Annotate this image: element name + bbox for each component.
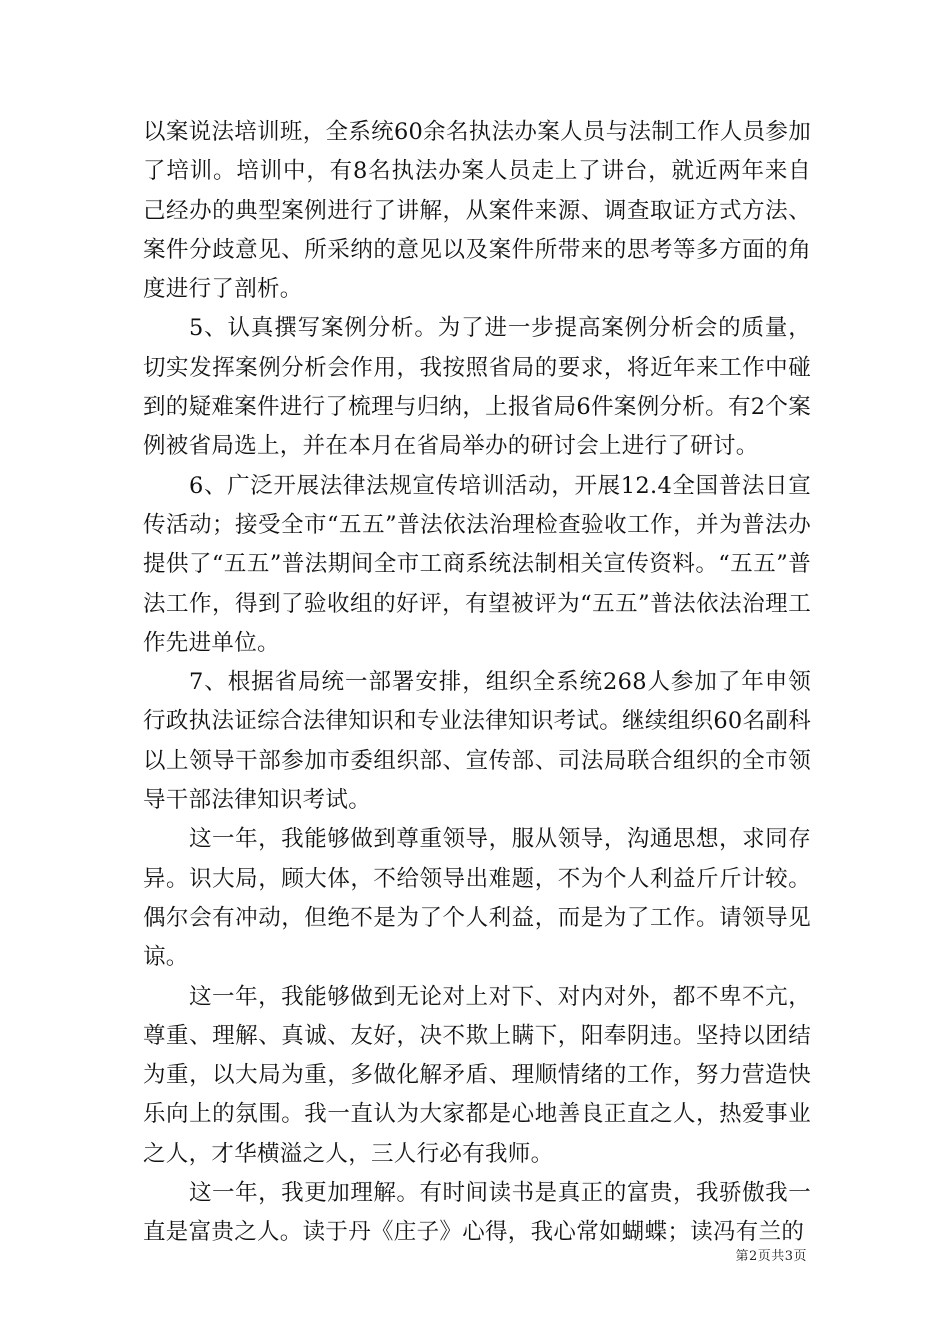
paragraph-item-7: 7、根据省局统一部署安排，组织全系统268人参加了年申领行政执法证综合法律知识和专业法律知识考试。继续组织60名副科以上领导干部参加市委组织部、宣传部、司法局联合组织的全市领导干部法律知识考试。 [143, 669, 811, 814]
paragraph-item-6: 6、广泛开展法律法规宣传培训活动，开展12.4全国普法日宣传活动；接受全市“五五”普法依法治理检查验收工作，并为普法办提供了“五五”普法期间全市工商系统法制相关宣传资料。“五五”普法工作，得到了验收组的好评，有望被评为“五五”普法依法治理工作先进单位。 [143, 472, 811, 656]
paragraph-case-training: 以案说法培训班，全系统60余名执法办案人员与法制工作人员参加了培训。培训中，有8名执法办案人员走上了讲台，就近两年来自己经办的典型案例进行了讲解，从案件来源、调查取证方式方法、案件分歧意见、所采纳的意见以及案件所带来的思考等多方面的角度进行了剖析。 [143, 119, 811, 303]
paragraph-respect-leaders: 这一年，我能够做到尊重领导，服从领导，沟通思想，求同存异。识大局，顾大体，不给领导出难题，不为个人利益斤斤计较。偶尔会有冲动，但绝不是为了个人利益，而是为了工作。请领导见谅。 [143, 826, 811, 971]
paragraph-colleagues: 这一年，我能够做到无论对上对下、对内对外，都不卑不亢，尊重、理解、真诚、友好，决不欺上瞒下，阳奉阴违。坚持以团结为重，以大局为重，多做化解矛盾、理顺情绪的工作，努力营造快乐向上的氛围。我一直认为大家都是心地善良正直之人，热爱事业之人，才华横溢之人，三人行必有我师。 [143, 983, 811, 1167]
paragraph-item-5: 5、认真撰写案例分析。为了进一步提高案例分析会的质量，切实发挥案例分析会作用，我按照省局的要求，将近年来工作中碰到的疑难案件进行了梳理与归纳，上报省局6件案例分析。有2个案例被省局选上，并在本月在省局举办的研讨会上进行了研讨。 [143, 315, 811, 460]
document-body [143, 113, 811, 1253]
page-number: 第2页共3页 [735, 1249, 807, 1264]
paragraph-reading: 这一年，我更加理解。有时间读书是真正的富贵，我骄傲我一直是富贵之人。读于丹《庄子》心得，我心常如蝴蝶；读冯有兰的 [143, 1180, 811, 1246]
